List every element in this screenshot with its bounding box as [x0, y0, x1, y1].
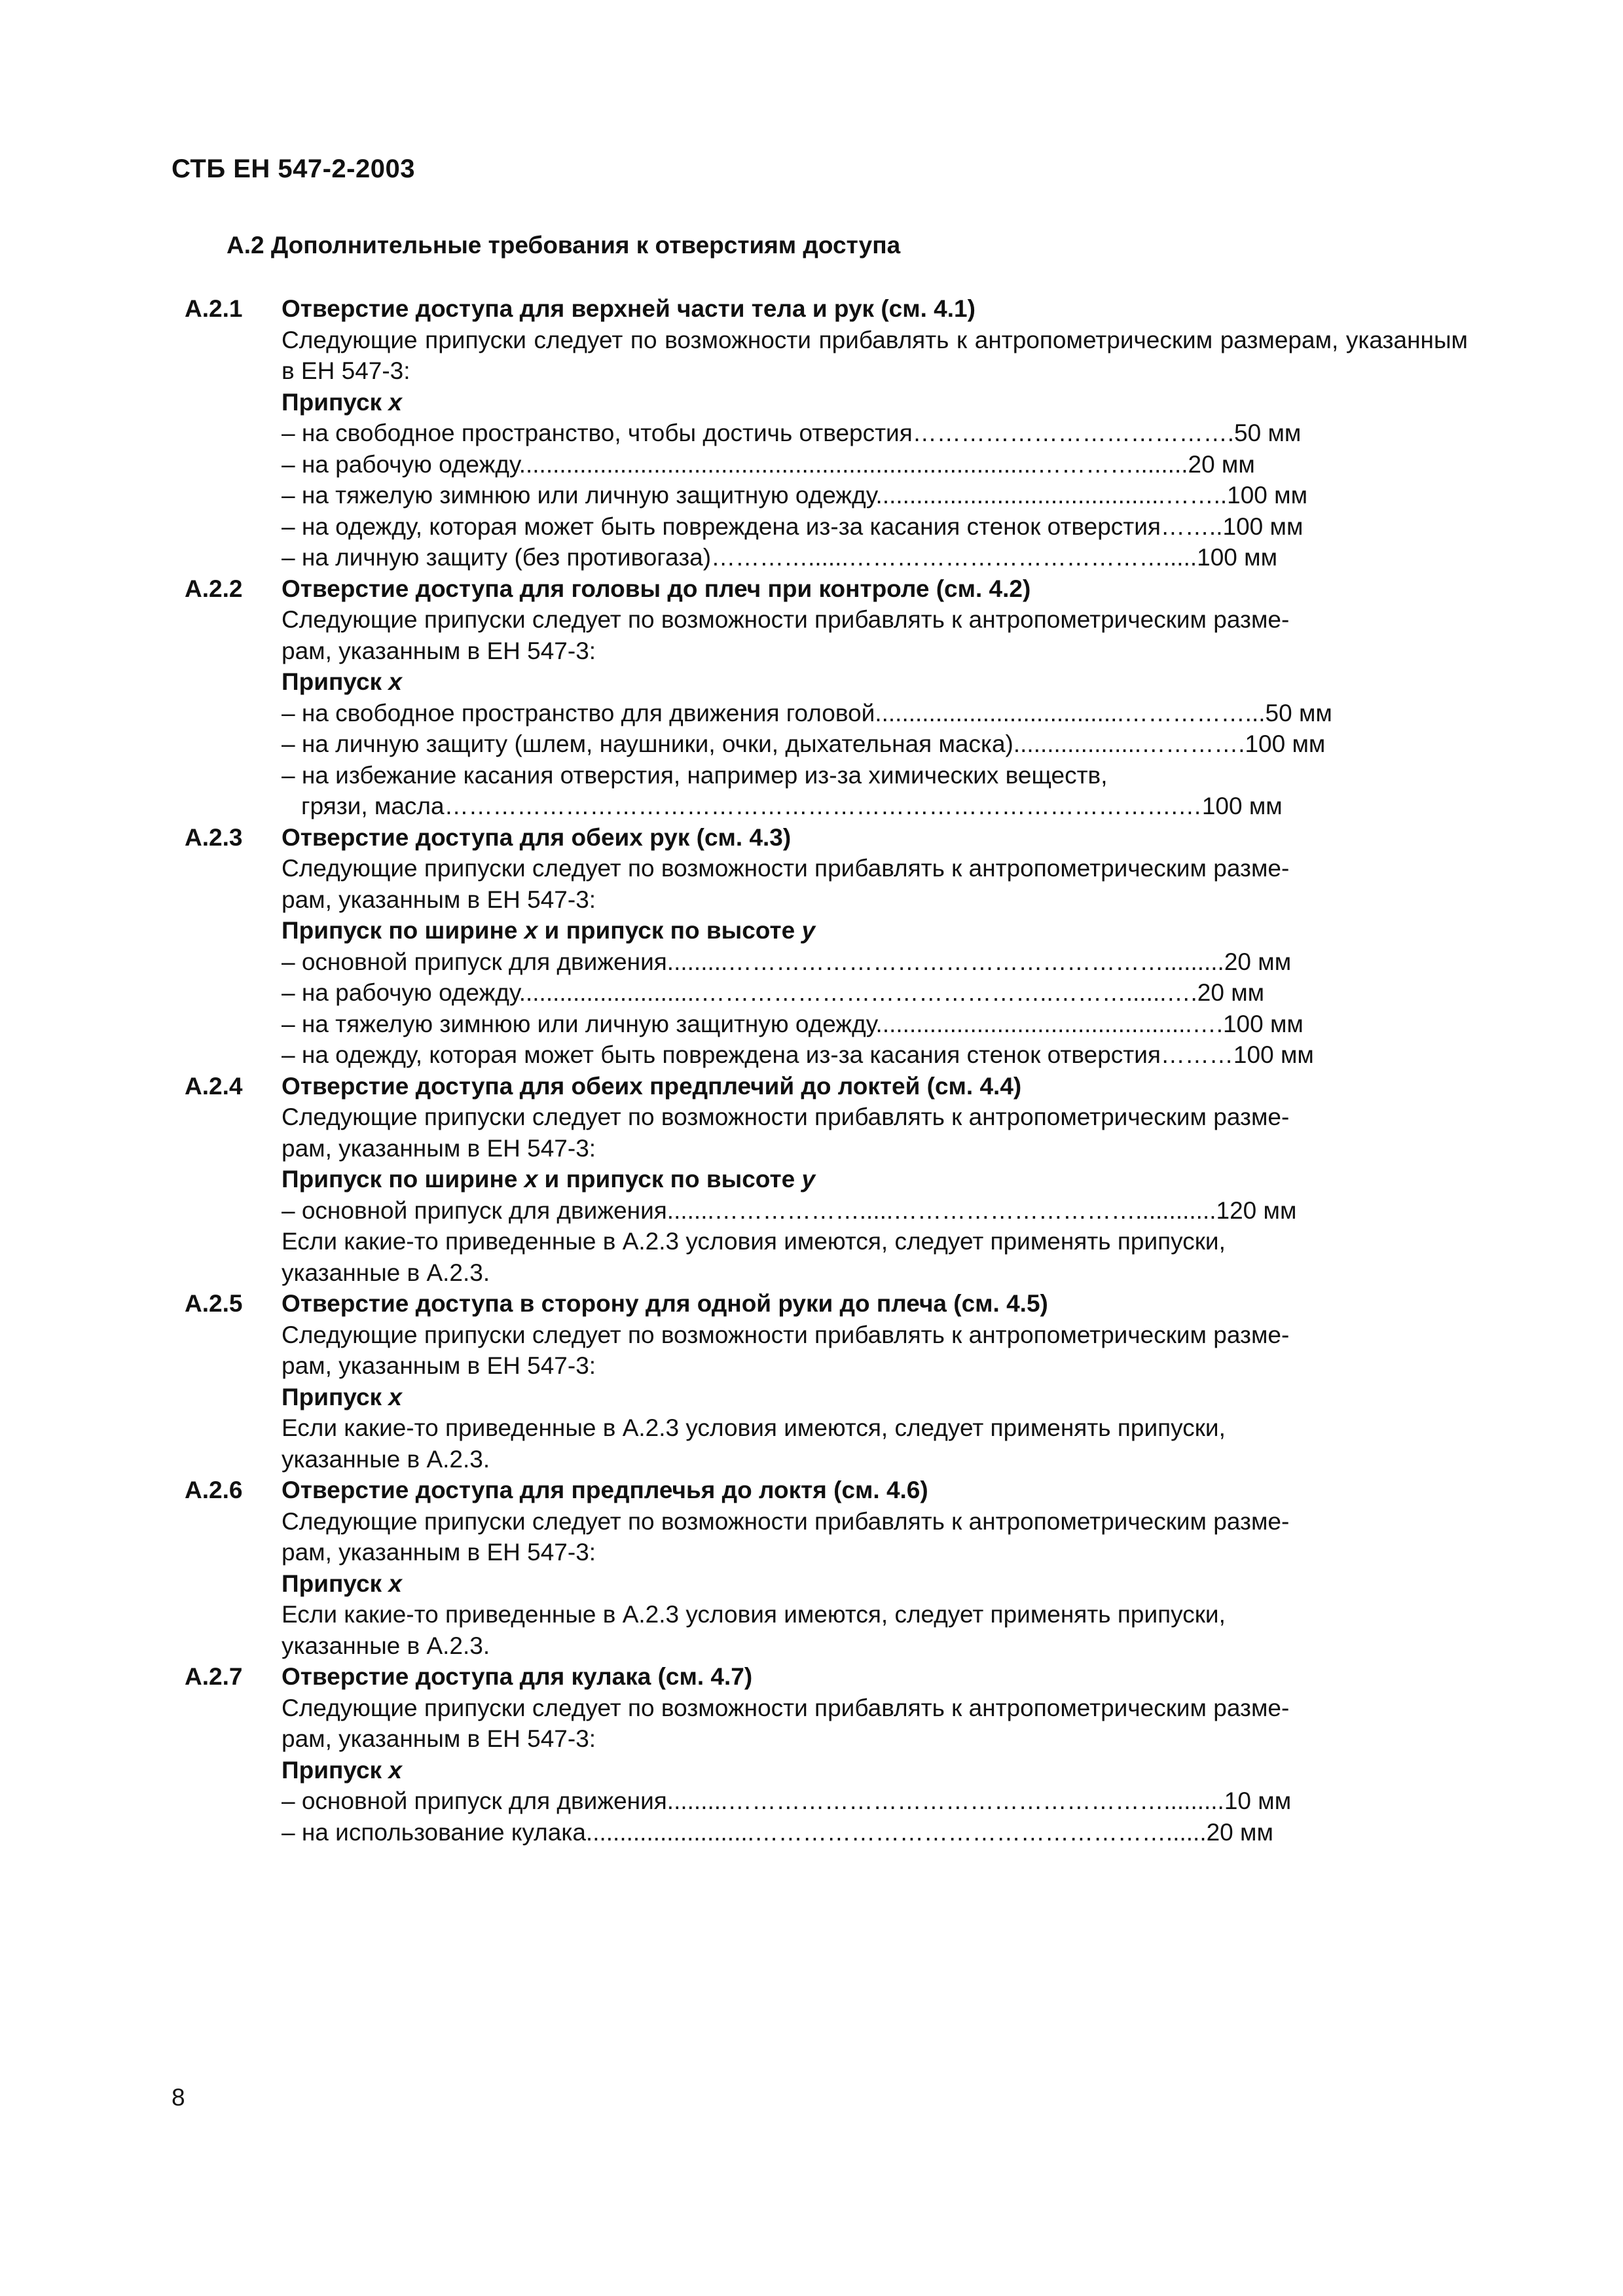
section-title: Отверстие доступа для предплечья до локтя (см. 4.6)	[282, 1477, 928, 1503]
section-title: Отверстие доступа для головы до плеч при контроле (см. 4.2)	[282, 575, 1031, 602]
variable-x: х	[524, 1166, 538, 1193]
variable-x: х	[388, 1383, 402, 1410]
allowance-item: – на тяжелую зимнюю или личную защитную одежду...........................................……..100 мм	[282, 482, 1308, 509]
variable-y: у	[801, 917, 816, 944]
section-a-2-3	[185, 822, 1468, 1071]
section-number: А.2.1	[185, 295, 243, 322]
annex-section-title: А.2 Дополнительные требования к отверстиям доступа	[227, 232, 901, 259]
allowance-item: – на тяжелую зимнюю или личную защитную одежду...............................................….100 мм	[282, 1010, 1304, 1037]
allowance-heading: Припуск х	[282, 1570, 402, 1597]
section-note-line: Если какие-то приведенные в А.2.3 условия имеются, следует применять припуски,	[282, 1228, 1226, 1255]
section-title: Отверстие доступа для обеих рук (см. 4.3)	[282, 823, 792, 851]
allowance-heading: Припуск х	[282, 1756, 402, 1784]
allowance-item: – на рабочую одежду.............................................................................…………........20 мм	[282, 450, 1255, 478]
section-title: Отверстие доступа для кулака (см. 4.7)	[282, 1663, 753, 1690]
variable-y: у	[801, 1166, 816, 1193]
allowance-item: – основной припуск для движения.........……………………………………………….........20 мм	[282, 948, 1292, 975]
document-body	[185, 293, 1468, 1848]
section-a-2-6	[185, 1475, 1468, 1661]
variable-x: х	[524, 917, 538, 944]
variable-x: х	[388, 388, 402, 416]
variable-x: х	[388, 1756, 402, 1784]
allowance-heading: Припуск х	[282, 1383, 402, 1410]
variable-x: х	[388, 668, 402, 695]
page-number: 8	[172, 2084, 185, 2111]
section-paragraph-line: Следующие припуски следует по возможности прибавлять к антропометрическим разме-	[282, 606, 1290, 633]
section-body	[282, 1661, 1468, 1848]
allowance-item: – на свободное пространство, чтобы достичь отверстия………………………………….50 мм	[282, 420, 1302, 446]
section-note-line: указанные в А.2.3.	[282, 1445, 490, 1473]
section-note-line: указанные в А.2.3.	[282, 1632, 490, 1659]
section-paragraph-line: Следующие припуски следует по возможности прибавлять к антропометрическим разме-	[282, 1694, 1290, 1721]
section-body	[282, 822, 1468, 1071]
section-body	[282, 1288, 1468, 1475]
section-paragraph-line: рам, указанным в ЕН 547-3:	[282, 886, 596, 913]
section-note-line: указанные в А.2.3.	[282, 1259, 490, 1286]
section-number: А.2.7	[185, 1663, 243, 1690]
allowance-item: – основной припуск для движения.......……………….....…………………………............120 мм	[282, 1196, 1297, 1224]
section-number: А.2.6	[185, 1477, 243, 1503]
section-note-line: Если какие-то приведенные в А.2.3 условия имеются, следует применять припуски,	[282, 1414, 1226, 1441]
allowance-item: – на личную защиту (шлем, наушники, очки, дыхательная маска)...................………….100 мм	[282, 730, 1326, 757]
section-paragraph-line: Следующие припуски следует по возможности прибавлять к антропометрическим разме-	[282, 1103, 1290, 1130]
section-a-2-4	[185, 1071, 1468, 1289]
section-title: Отверстие доступа для верхней части тела и рук (см. 4.1)	[282, 295, 976, 322]
allowance-heading: Припуск по ширине х и припуск по высоте у	[282, 917, 816, 944]
document-id-header: СТБ ЕН 547-2-2003	[172, 154, 415, 183]
section-title: Отверстие доступа для обеих предплечий до локтей (см. 4.4)	[282, 1072, 1022, 1100]
allowance-heading: Припуск х	[282, 388, 402, 416]
section-paragraph-line: рам, указанным в ЕН 547-3:	[282, 1352, 596, 1379]
section-body	[282, 573, 1468, 822]
section-title: Отверстие доступа в сторону для одной руки до плеча (см. 4.5)	[282, 1290, 1048, 1317]
allowance-item-continuation: грязи, масла……………………………………………………………………………….…100 мм	[301, 793, 1283, 819]
section-number: А.2.4	[185, 1072, 243, 1100]
section-paragraph-line: Следующие припуски следует по возможности прибавлять к антропометрическим разме-	[282, 1321, 1290, 1348]
section-paragraph-line: Следующие припуски следует по возможности прибавлять к антропометрическим разме-	[282, 1507, 1290, 1535]
allowance-item: – на одежду, которая может быть повреждена из-за касания стенок отверстия………100 мм	[282, 1041, 1314, 1068]
allowance-heading: Припуск по ширине х и припуск по высоте у	[282, 1166, 816, 1193]
allowance-item: – на одежду, которая может быть повреждена из-за касания стенок отверстия……..100 мм	[282, 512, 1304, 540]
section-body	[282, 1071, 1468, 1289]
section-paragraph-line: рам, указанным в ЕН 547-3:	[282, 637, 596, 664]
section-paragraph-line: рам, указанным в ЕН 547-3:	[282, 1134, 596, 1162]
allowance-item: – на избежание касания отверстия, например из-за химических веществ,	[282, 761, 1108, 789]
allowance-heading: Припуск х	[282, 668, 402, 695]
allowance-item: – на личную защиту (без противогаза)…………......………………………………….....100 мм	[282, 544, 1278, 571]
section-number: А.2.2	[185, 575, 243, 602]
section-a-2-2	[185, 573, 1468, 822]
section-paragraph-line: Следующие припуски следует по возможности прибавлять к антропометрическим разме-	[282, 855, 1290, 882]
section-a-2-7	[185, 1661, 1468, 1848]
allowance-item: – основной припуск для движения.........……………………………………………….........10 мм	[282, 1787, 1292, 1814]
section-a-2-5	[185, 1288, 1468, 1475]
allowance-item: – на рабочую одежду...........................……………………………………..………......….20 мм	[282, 979, 1265, 1006]
variable-x: х	[388, 1570, 402, 1597]
allowance-item: – на использование кулака.........................……………………………………………......20 мм	[282, 1818, 1273, 1846]
section-paragraph: Следующие припуски следует по возможности прибавлять к антропометрическим размерам, указанным в ЕН 547-3:	[282, 326, 1468, 384]
section-number: А.2.5	[185, 1290, 243, 1317]
section-body	[282, 293, 1468, 573]
section-a-2-1	[185, 293, 1468, 573]
section-paragraph-line: рам, указанным в ЕН 547-3:	[282, 1539, 596, 1566]
allowance-item: – на свободное пространство для движения головой.....................................……………...50 мм	[282, 699, 1332, 726]
section-paragraph-line: рам, указанным в ЕН 547-3:	[282, 1725, 596, 1752]
section-number: А.2.3	[185, 823, 243, 851]
section-note-line: Если какие-то приведенные в А.2.3 условия имеются, следует применять припуски,	[282, 1601, 1226, 1628]
section-body	[282, 1475, 1468, 1661]
